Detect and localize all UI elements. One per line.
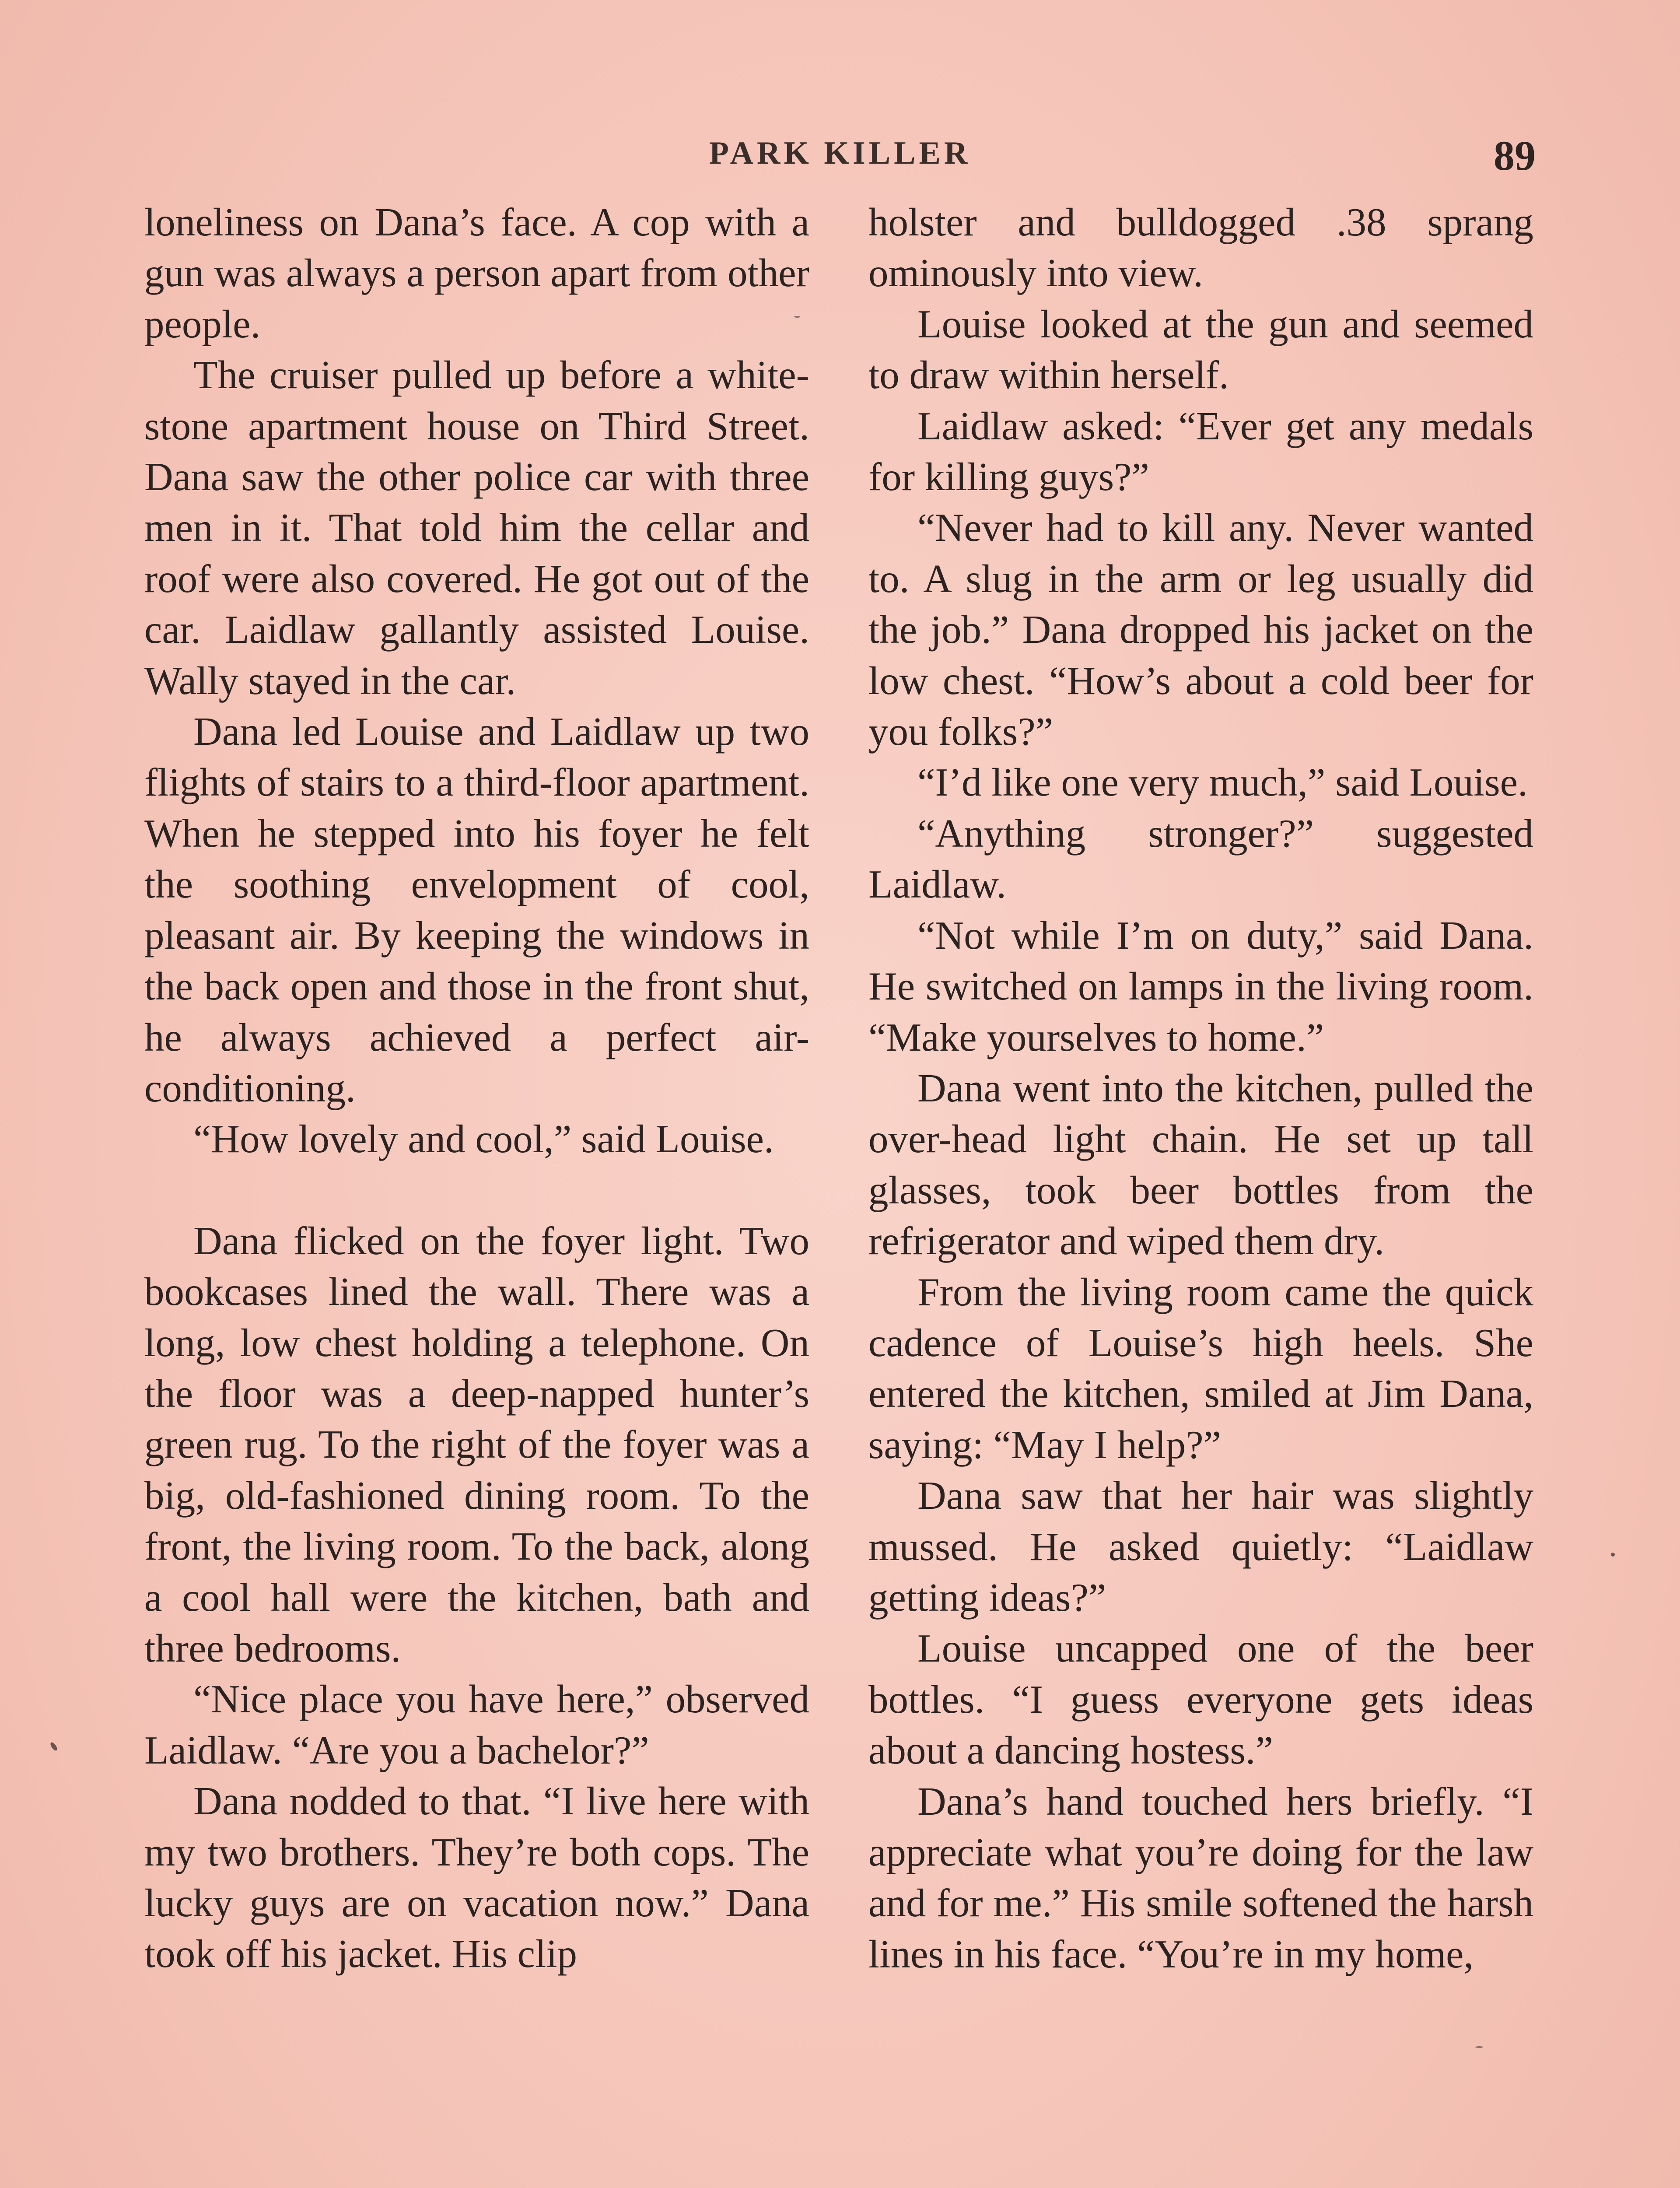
paragraph: Louise uncapped one of the beer bottles. “I guess everyone gets ideas about a dancing hostess.” [868, 1626, 1533, 1773]
paragraph: Laidlaw asked: “Ever get any medals for killing guys?” [868, 403, 1533, 499]
paragraph: “I’d like one very much,” said Louise. [917, 760, 1528, 805]
print-speck [1475, 2046, 1483, 2048]
paragraph: Dana flicked on the foyer light. Two bookcases lined the wall. There was a long, low chest holding a telephone. On the floor was a deep-napped hunter’s green rug. To the right of the foyer was a big, old-fashioned dining room. To the front, the living room. To the back, along a cool hall were the kitchen, bath and three bedrooms. [144, 1218, 809, 1670]
page-number: 89 [1494, 132, 1536, 179]
paragraph: Dana nodded to that. “I live here with my two brothers. They’re both cops. The lucky guys are on vacation now.” Dana took off his jacket. His clip [144, 1779, 809, 1976]
paragraph: “Not while I’m on duty,” said Dana. He switched on lamps in the living room. “Make yourselves to home.” [868, 913, 1533, 1059]
paragraph: Dana’s hand touched hers briefly. “I appreciate what you’re doing for the law and for me.” His smile softened the harsh lines in his face. “You’re in my home, [868, 1779, 1533, 1976]
paragraph: “Nice place you have here,” observed Laidlaw. “Are you a bachelor?” [144, 1677, 809, 1772]
paragraph: “Anything stronger?” suggested Laidlaw. [868, 811, 1533, 907]
paragraph: Louise looked at the gun and seemed to draw within herself. [868, 302, 1533, 397]
paragraph: Dana went into the kitchen, pulled the over-head light chain. He set up tall glasses, took beer bottles from the refrigerator and wiped them dry. [868, 1066, 1533, 1263]
paragraph: loneliness on Dana’s face. A cop with a gun was always a person apart from other people. [144, 200, 809, 346]
print-speck [1611, 1553, 1615, 1557]
paragraph: “Never had to kill any. Never wanted to. A slug in the arm or leg usually did the job.” Dana dropped his jacket on the low chest. “How’s about a cold beer for you folks?” [868, 505, 1533, 754]
running-head [144, 131, 1536, 179]
paragraph: From the living room came the quick cadence of Louise’s high heels. She entered the kitchen, smiled at Jim Dana, saying: “May I help?” [868, 1269, 1533, 1467]
print-speck [794, 316, 800, 318]
paragraph: Dana led Louise and Laidlaw up two flights of stairs to a third-floor apartment. When he stepped into his foyer he felt the soothing envelopment of cool, pleasant air. By keeping the windows in the back open and those in the front shut, he always achieved a perfect air-conditioning. [144, 709, 809, 1110]
paragraph: The cruiser pulled up before a white-stone apartment house on Third Street. Dana saw the other police car with three men in it. That told him the cellar and roof were also covered. He got out of the car. Laidlaw gallantly assisted Louise. Wally stayed in the car. [144, 353, 809, 703]
left-column [144, 197, 809, 1980]
paragraph: holster and bulldogged .38 sprang ominously into view. [868, 200, 1533, 295]
right-column [868, 197, 1533, 1980]
running-title: PARK KILLER [709, 135, 971, 171]
print-speck [49, 1741, 59, 1752]
paragraph: Dana saw that her hair was slightly mussed. He asked quietly: “Laidlaw getting ideas?” [868, 1473, 1533, 1620]
paragraph: “How lovely and cool,” said Louise. [193, 1117, 774, 1161]
